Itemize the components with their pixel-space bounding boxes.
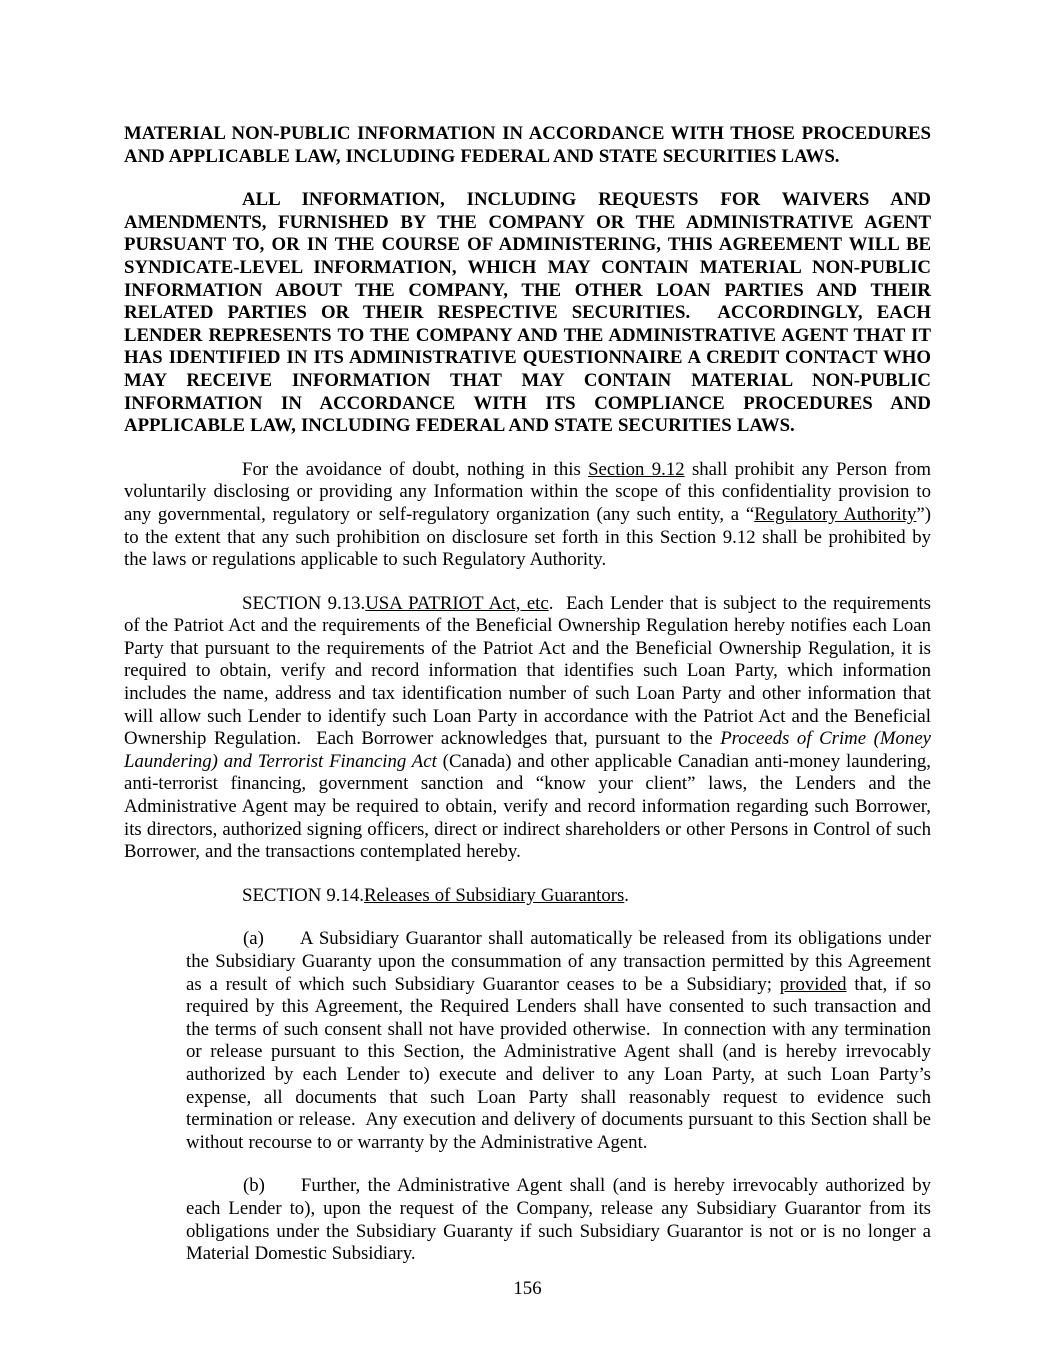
text-run: (b) <box>243 1175 265 1197</box>
text-run: . <box>624 884 629 906</box>
text-run: that, if so required by this Agreement, the Required Lenders shall have consented to such transaction and the terms of such consent shall not have provided otherwise. In connection with any termination or release pursuant to this Section, the Administrative Agent shall (and is hereby irrevocably authorized by each Lender to) execute and deliver to any Loan Party, at such Loan Party’s expense, all documents that such Loan Party shall reasonably request to evidence such termination or release. Any execution and delivery of documents pursuant to this Section shall be without recourse to or warranty by the Administrative Agent. <box>186 973 932 1153</box>
text-run: (Canada) and other applicable Canadian anti-money laundering, anti-terrorist financing, government sanction and “know your client” laws, the Lenders and the Administrative Agent may be required to obtain, verify and record information regarding such Borrower, its directors, authorized signing officers, direct or indirect shareholders or other Persons in Control of such Borrower, and the transactions contemplated hereby. <box>124 750 932 863</box>
paragraph-continuation-caps <box>124 123 931 168</box>
paragraph-avoidance-of-doubt <box>124 459 931 572</box>
paragraph-subsection-b <box>186 1175 931 1265</box>
page-number: 156 <box>513 1278 542 1299</box>
paragraph-subsection-a <box>186 928 931 1154</box>
document-body <box>124 123 931 1266</box>
italic-text: Proceeds of Crime (Money Laundering) and Terrorist Financing Act <box>124 728 931 772</box>
paragraph-section-9-14-heading <box>124 885 931 908</box>
underlined-text: Releases of Subsidiary Guarantors <box>363 884 625 906</box>
text-run: . Each Lender that is subject to the requirements of the Patriot Act and the requirements of the Beneficial Ownership Regulation hereby notifies each Loan Party that pursuant to the requirements of the Patriot Act and the Beneficial Ownership Regulation, it is required to obtain, verify and record information that identifies such Loan Party, which information includes the name, address and tax identification number of such Loan Party and other information that will allow such Lender to identify such Loan Party in accordance with the Patriot Act and the Beneficial Ownership Regulation. Each Borrower acknowledges that, pursuant to the <box>124 592 931 750</box>
text-run: MATERIAL NON-PUBLIC INFORMATION IN ACCORDANCE WITH THOSE PROCEDURES AND APPLICABLE LAW, INCLUDING FEDERAL AND STATE SECURITIES LAWS. <box>124 123 931 167</box>
underlined-text: Regulatory Authority <box>754 503 917 525</box>
text-run: A Subsidiary Guarantor shall automatically be released from its obligations under the Subsidiary Guaranty upon the consummation of any transaction permitted by this Agreement as a result of which such Subsidiary Guarantor ceases to be a Subsidiary; <box>186 928 931 995</box>
paragraph-all-information-caps <box>124 189 931 438</box>
underlined-text: provided <box>779 973 847 995</box>
text-run: Further, the Administrative Agent shall (and is hereby irrevocably authorized by each Lender to), upon the request of the Company, release any Subsidiary Guarantor from its obligations under the Subsidiary Guaranty if such Subsidiary Guarantor is not or is no longer a Material Domestic Subsidiary. <box>186 1175 931 1265</box>
paragraph-section-9-13 <box>124 593 931 864</box>
text-run: SECTION 9.13. <box>242 592 366 614</box>
text-run: shall prohibit any Person from voluntarily disclosing or providing any Information within the scope of this confidentiality provision to any governmental, regulatory or self-regulatory organization (any such entity, a “ <box>124 458 932 525</box>
underlined-text: USA PATRIOT Act, etc <box>365 592 549 614</box>
text-run: SECTION 9.14. <box>242 884 364 906</box>
text-run: For the avoidance of doubt, nothing in this <box>242 458 589 480</box>
underlined-text: Section 9.12 <box>588 458 685 480</box>
text-run: ”) to the extent that any such prohibition on disclosure set forth in this Section 9.12 shall be prohibited by the laws or regulations applicable to such Regulatory Authority. <box>124 503 931 571</box>
text-run: (a) <box>243 928 264 950</box>
text-run: ALL INFORMATION, INCLUDING REQUESTS FOR WAIVERS AND AMENDMENTS, FURNISHED BY THE COMPANY OR THE ADMINISTRATIVE AGENT PURSUANT TO, OR IN THE COURSE OF ADMINISTERING, THIS AGREEMENT WILL BE SYNDICATE-LEVEL INFORMATION, WHICH MAY CONTAIN MATERIAL NON-PUBLIC INFORMATION ABOUT THE COMPANY, THE OTHER LOAN PARTIES AND THEIR RELATED PARTIES OR THEIR RESPECTIVE SECURITIES. ACCORDINGLY, EACH LENDER REPRESENTS TO THE COMPANY AND THE ADMINISTRATIVE AGENT THAT IT HAS IDENTIFIED IN ITS ADMINISTRATIVE QUESTIONNAIRE A CREDIT CONTACT WHO MAY RECEIVE INFORMATION THAT MAY CONTAIN MATERIAL NON-PUBLIC INFORMATION IN ACCORDANCE WITH ITS COMPLIANCE PROCEDURES AND APPLICABLE LAW, INCLUDING FEDERAL AND STATE SECURITIES LAWS. <box>124 189 931 437</box>
